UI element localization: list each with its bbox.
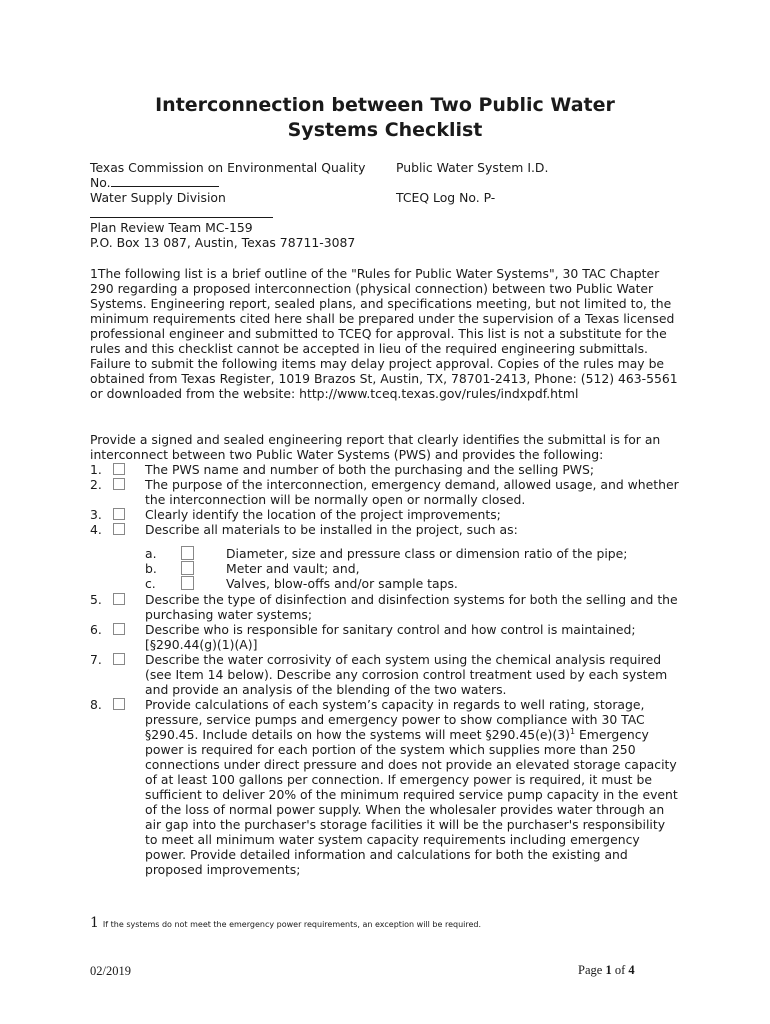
agency-name: Texas Commission on Environmental Quality: [90, 160, 366, 175]
item-number: 1.: [90, 462, 102, 477]
sub-item-text: Meter and vault; and,: [226, 561, 360, 576]
provide-paragraph: Provide a signed and sealed engineering report that clearly identifies the submittal is for an interconnect between two Public Water Systems (PWS) and provides the following:: [90, 432, 661, 462]
page-title: [90, 93, 680, 143]
sub-item-checkbox[interactable]: [181, 546, 194, 560]
item-text: Clearly identify the location of the project improvements;: [145, 507, 501, 522]
sub-item-checkbox[interactable]: [181, 576, 194, 590]
item-number: 4.: [90, 522, 102, 537]
item-number: 6.: [90, 622, 102, 637]
footnote-number: 1: [90, 915, 99, 931]
sub-item-checkbox[interactable]: [181, 561, 194, 575]
item-text: Describe all materials to be installed in the project, such as:: [145, 522, 518, 537]
sub-item-letter: b.: [145, 561, 157, 576]
item-number: 7.: [90, 652, 102, 667]
sub-item-text: Valves, blow-offs and/or sample taps.: [226, 576, 458, 591]
item-text: Describe the water corrosivity of each system using the chemical analysis required (see Item 14 below). Describe any corrosion control treatment used by each system and provide an analysis of the blending of the two waters.: [145, 652, 668, 697]
footnote-reference[interactable]: 1: [569, 726, 576, 736]
mailing-address: P.O. Box 13 087, Austin, Texas 78711-3087: [90, 235, 356, 250]
footnote-text: If the systems do not meet the emergency power requirements, an exception will be required.: [102, 920, 482, 929]
item-checkbox[interactable]: [113, 698, 125, 710]
tceq-log-label: TCEQ Log No. P-: [396, 190, 496, 205]
sub-item-text: Diameter, size and pressure class or dimension ratio of the pipe;: [226, 546, 628, 561]
item-text: The PWS name and number of both the purchasing and the selling PWS;: [145, 462, 595, 477]
signature-line: [90, 217, 273, 218]
item-text: Provide calculations of each system’s capacity in regards to well rating, storage, pressure, service pumps and emergency power to show compliance with 30 TAC §290.45. Include details on how the systems will meet $\S 290.45(e)(3)^1$ Emergency power is required for each portion of the system which supplies more than 250 connections under direct pressure and does not provide an elevated storage capacity of at least 100 gallons per connection. If emergency power is required, it must be sufficient to deliver 20% of the minimum required service pump capacity in the event of the loss of normal power supply. When the wholesaler provides water through an air gap into the purchaser's storage facilities it will be the purchaser's responsibility to meet all minimum water system capacity requirements including emergency power. Provide detailed information and calculations for both the existing and proposed improvements;: [145, 697, 678, 877]
item-text: The purpose of the interconnection, emergency demand, allowed usage, and whether the interconnection will be normally open or normally closed.: [145, 477, 679, 507]
item-checkbox[interactable]: [113, 623, 125, 635]
pws-id-label: Public Water System I.D.: [396, 160, 549, 175]
revision-date: 02/2019: [90, 964, 131, 978]
division-name: Water Supply Division: [90, 190, 226, 205]
item-text: Describe who is responsible for sanitary control and how control is maintained; [§290.44(g)(1)(A)]: [145, 622, 636, 652]
number-field[interactable]: [90, 175, 219, 190]
item-checkbox[interactable]: [113, 508, 125, 520]
item-number: 3.: [90, 507, 102, 522]
item-number: 5.: [90, 592, 102, 607]
sub-item-letter: c.: [145, 576, 156, 591]
item-checkbox[interactable]: [113, 478, 125, 490]
item-number: 2.: [90, 477, 102, 492]
page-number: Page 1 of 4: [578, 963, 635, 977]
item-number: 8.: [90, 697, 102, 712]
sub-item-letter: a.: [145, 546, 157, 561]
item-checkbox[interactable]: [113, 523, 125, 535]
title-line-1: Interconnection between Two Public Water: [155, 94, 615, 116]
number-label: No.: [90, 175, 111, 190]
item-checkbox[interactable]: [113, 653, 125, 665]
number-blank[interactable]: [111, 175, 219, 187]
item-checkbox[interactable]: [113, 593, 125, 605]
title-line-2: Systems Checklist: [287, 119, 483, 141]
item-text: Describe the type of disinfection and disinfection systems for both the selling and the purchasing water systems;: [145, 592, 678, 622]
footnote: [90, 915, 481, 931]
team-name: Plan Review Team MC-159: [90, 220, 253, 235]
intro-paragraph: 1The following list is a brief outline of the "Rules for Public Water Systems", 30 TAC Chapter 290 regarding a proposed interconnection (physical connection) between two Public Water Systems. Engineering report, sealed plans, and specifications meeting, but not limited to, the minimum requirements cited here shall be prepared under the supervision of a Texas licensed professional engineer and submitted to TCEQ for approval. This list is not a substitute for the rules and this checklist cannot be accepted in lieu of the required engineering submittals. Failure to submit the following items may delay project approval. Copies of the rules may be obtained from Texas Register, 1019 Brazos St, Austin, TX, 78701-2413, Phone: (512) 463-5561 or downloaded from the website: http://www.tceq.texas.gov/rules/indxpdf.html: [90, 266, 678, 401]
item-checkbox[interactable]: [113, 463, 125, 475]
